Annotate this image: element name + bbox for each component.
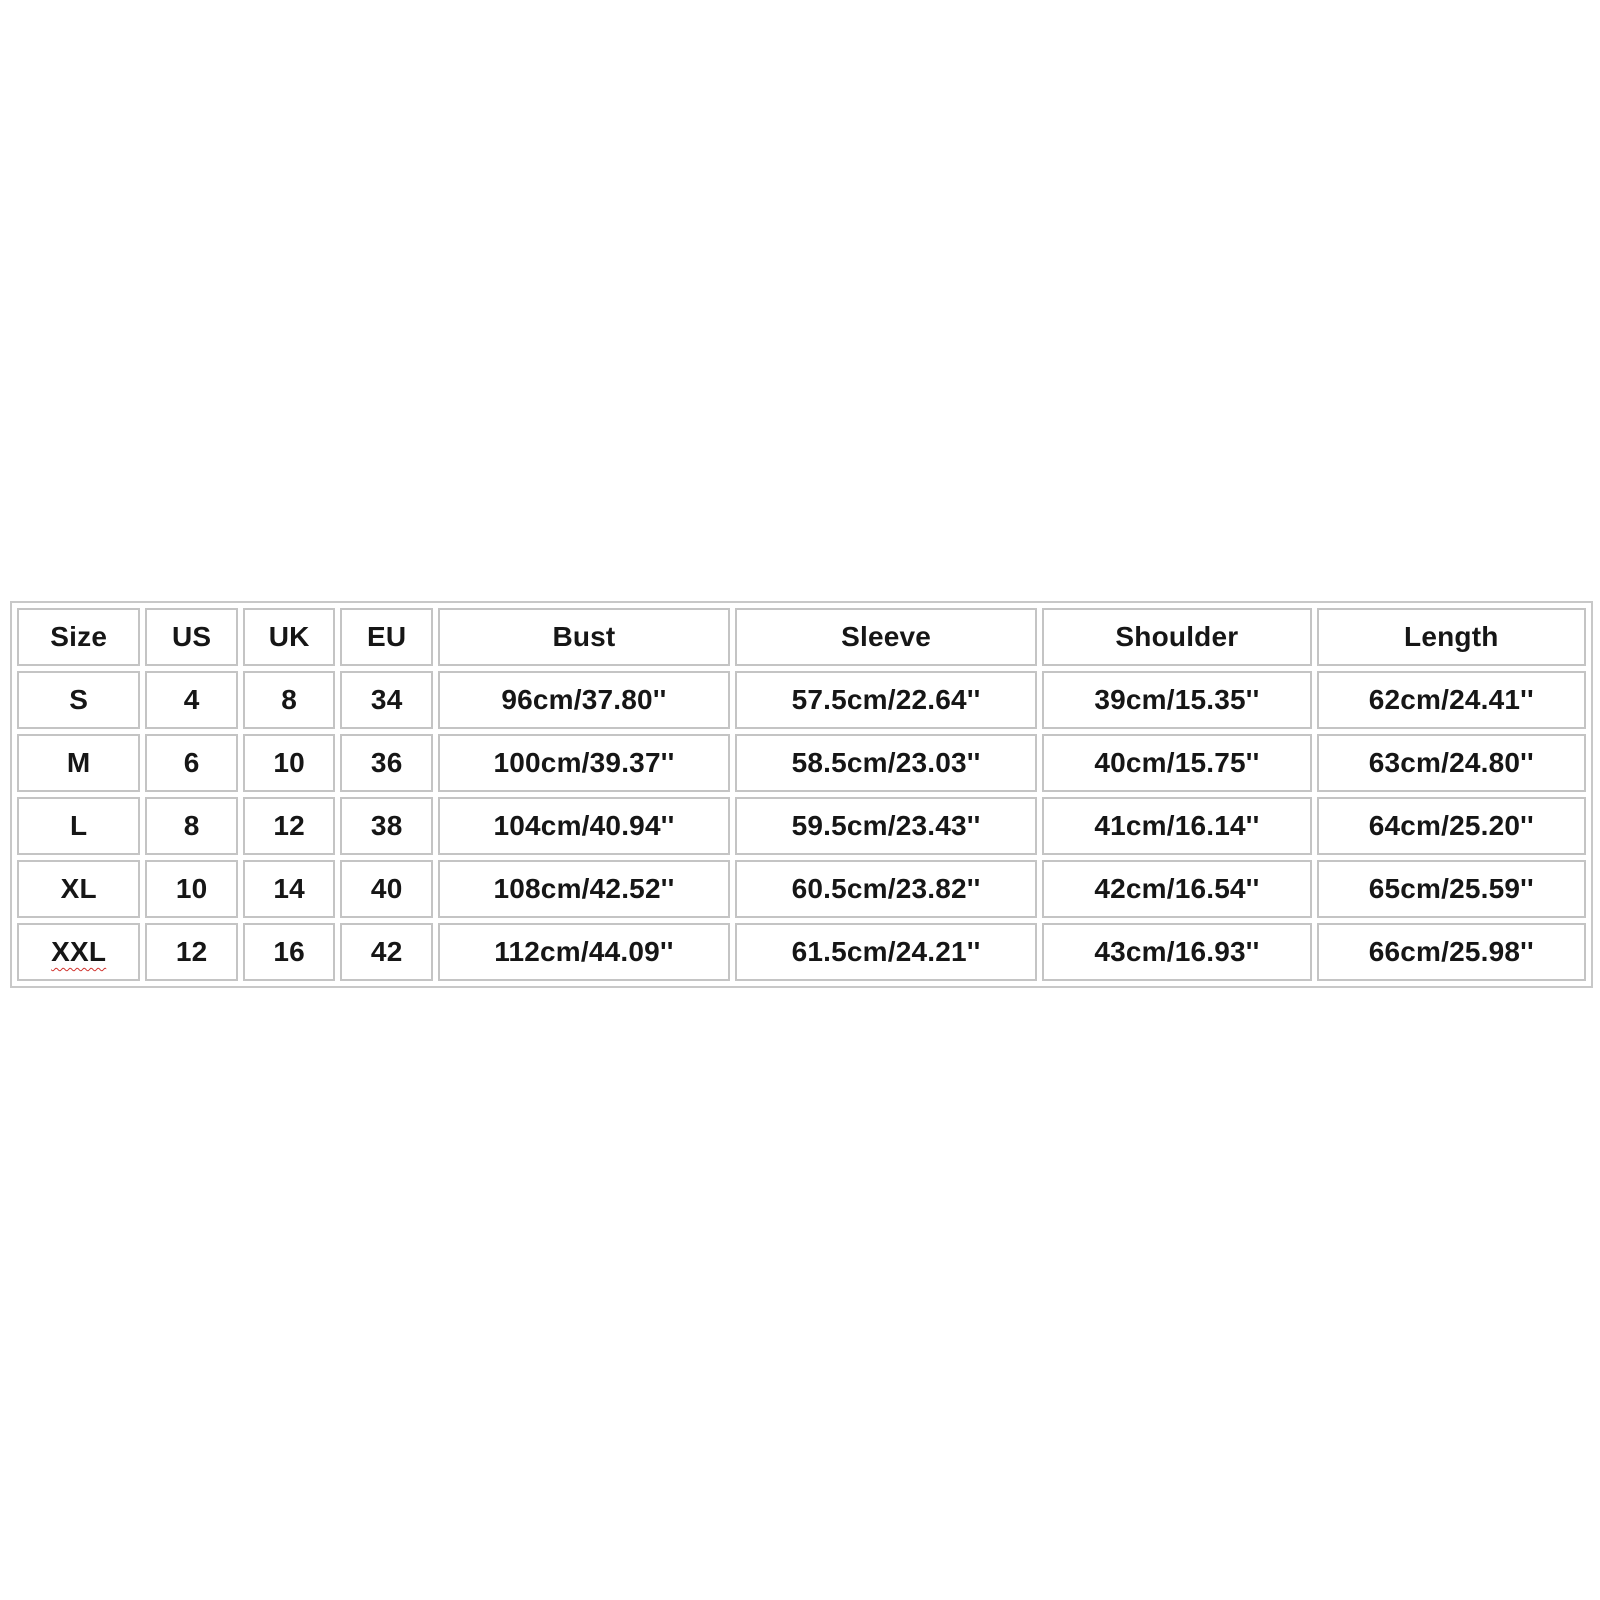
cell-uk: 16	[243, 923, 336, 981]
cell-shoulder: 42cm/16.54''	[1042, 860, 1311, 918]
cell-us: 8	[145, 797, 238, 855]
cell-eu: 42	[340, 923, 433, 981]
header-us: US	[145, 608, 238, 666]
header-uk: UK	[243, 608, 336, 666]
cell-size: L	[17, 797, 140, 855]
cell-bust: 104cm/40.94''	[438, 797, 730, 855]
cell-size	[17, 923, 140, 981]
cell-sleeve: 57.5cm/22.64''	[735, 671, 1037, 729]
cell-shoulder: 41cm/16.14''	[1042, 797, 1311, 855]
table-row	[17, 860, 1586, 918]
cell-eu: 36	[340, 734, 433, 792]
cell-size: M	[17, 734, 140, 792]
cell-bust: 100cm/39.37''	[438, 734, 730, 792]
cell-sleeve: 59.5cm/23.43''	[735, 797, 1037, 855]
table-row	[17, 923, 1586, 981]
cell-eu: 40	[340, 860, 433, 918]
cell-us: 4	[145, 671, 238, 729]
cell-sleeve: 58.5cm/23.03''	[735, 734, 1037, 792]
header-eu: EU	[340, 608, 433, 666]
cell-shoulder: 39cm/15.35''	[1042, 671, 1311, 729]
cell-us: 10	[145, 860, 238, 918]
cell-length: 64cm/25.20''	[1317, 797, 1586, 855]
cell-length: 66cm/25.98''	[1317, 923, 1586, 981]
cell-eu: 38	[340, 797, 433, 855]
cell-uk: 10	[243, 734, 336, 792]
size-chart-table	[10, 601, 1593, 988]
cell-size: S	[17, 671, 140, 729]
header-length: Length	[1317, 608, 1586, 666]
table-row	[17, 671, 1586, 729]
cell-uk: 8	[243, 671, 336, 729]
cell-shoulder: 40cm/15.75''	[1042, 734, 1311, 792]
cell-uk: 14	[243, 860, 336, 918]
header-shoulder: Shoulder	[1042, 608, 1311, 666]
header-sleeve: Sleeve	[735, 608, 1037, 666]
table-row	[17, 797, 1586, 855]
cell-uk: 12	[243, 797, 336, 855]
cell-length: 65cm/25.59''	[1317, 860, 1586, 918]
cell-shoulder: 43cm/16.93''	[1042, 923, 1311, 981]
cell-us: 12	[145, 923, 238, 981]
cell-length: 63cm/24.80''	[1317, 734, 1586, 792]
cell-us: 6	[145, 734, 238, 792]
cell-length: 62cm/24.41''	[1317, 671, 1586, 729]
cell-size: XL	[17, 860, 140, 918]
cell-sleeve: 61.5cm/24.21''	[735, 923, 1037, 981]
cell-bust: 108cm/42.52''	[438, 860, 730, 918]
cell-eu: 34	[340, 671, 433, 729]
header-bust: Bust	[438, 608, 730, 666]
table-row	[17, 734, 1586, 792]
cell-bust: 112cm/44.09''	[438, 923, 730, 981]
cell-bust: 96cm/37.80''	[438, 671, 730, 729]
cell-size-text: XXL	[51, 936, 107, 967]
header-size: Size	[17, 608, 140, 666]
header-row	[17, 608, 1586, 666]
cell-sleeve: 60.5cm/23.82''	[735, 860, 1037, 918]
